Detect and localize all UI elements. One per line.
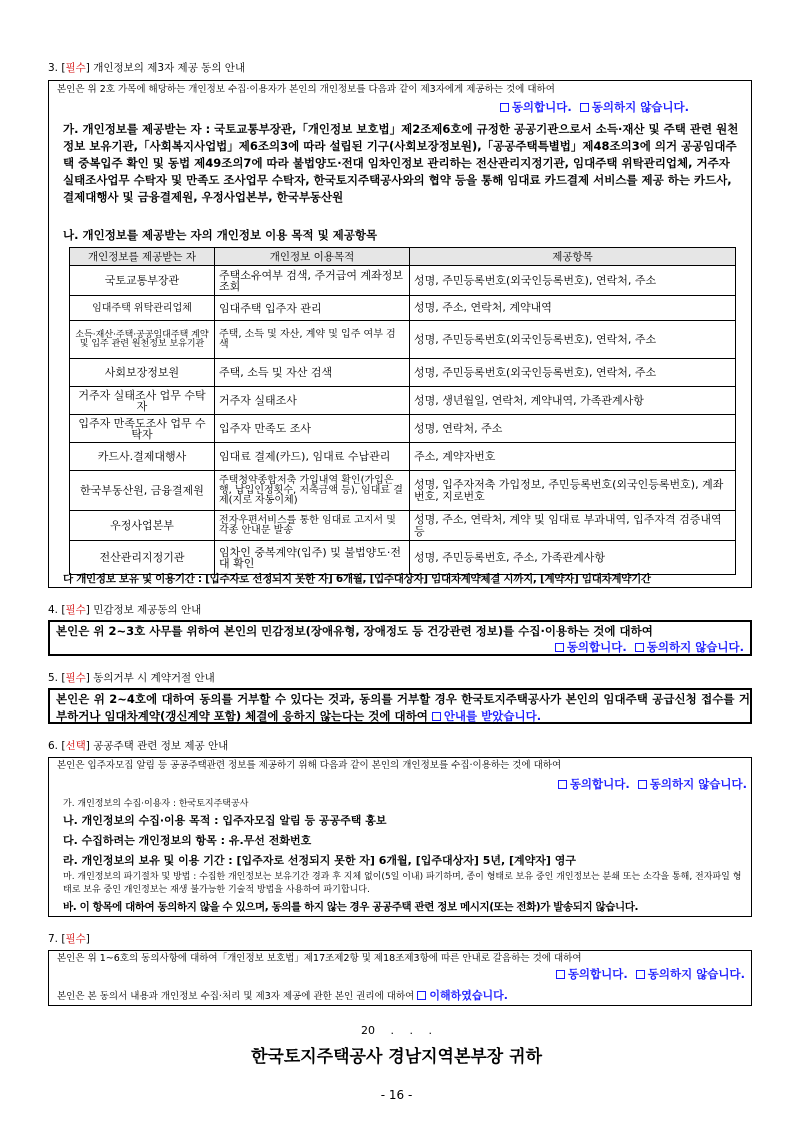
required-tag: 필수 bbox=[65, 604, 86, 616]
section-3-ga: 가. 개인정보를 제공받는 자 : 국토교통부장관,「개인정보 보호법」제2조제6호에 규정한 공공기관으로서 소득·재산 및 주택 관련 원천정보 보유기관,「사회복지사업법」제6조의3에 따라 설립된 기구(사회보장정보원),「공공주택특별법」제48조의3에 의거 공공임대주택 중복입주 확인 및 동법 제49조의7에 따라 불법양도·전대 임차인정보 관리하는 전산관리지정기관, 임대주택 위탁관리업체, 거주자 실태조사업무 수탁자 및 만족도 조사업무 수탁자, 한국토지주택공사와의 협약 등을 통해 임대료 카드결제 서비스를 제공 하는 카드사, 결제대행사 및 금융결제원, 우정사업본부, 한국부동산원 bbox=[63, 122, 739, 204]
section-3-box bbox=[48, 80, 752, 588]
page-number: - 16 - bbox=[380, 1088, 413, 1102]
section-3-na: 나. 개인정보를 제공받는 자의 개인정보 이용 목적 및 제공항목 bbox=[63, 228, 378, 242]
table-header: 개인정보를 제공받는 자 bbox=[70, 248, 215, 266]
table-row bbox=[70, 471, 736, 511]
table-cell: 성명, 연락처, 주소 bbox=[410, 415, 736, 443]
section-4-title: 4. [필수] 민감정보 제공동의 안내 bbox=[48, 604, 202, 616]
section-7-text1: 본인은 위 1~6호의 동의사항에 대하여「개인정보 보호법」제17조제2항 및 제18조제3항에 따른 안내로 갈음하는 것에 대하여 bbox=[57, 953, 582, 964]
section-6-da: 다. 수집하려는 개인정보의 항목 : 유.무선 전화번호 bbox=[63, 834, 312, 847]
section-3-intro: 본인은 위 2호 가목에 해당하는 개인정보 수집·이용자가 본인의 개인정보를 다음과 같이 제3자에게 제공하는 것에 대하여 bbox=[57, 84, 555, 95]
table-cell: 카드사.결제대행사 bbox=[70, 443, 215, 471]
confirm-checkbox[interactable]: 안내를 받았습니다. bbox=[432, 709, 541, 723]
table-row bbox=[70, 266, 736, 296]
table-cell: 한국부동산원, 금융결제원 bbox=[70, 471, 215, 511]
table-cell: 우정사업본부 bbox=[70, 511, 215, 541]
table-cell: 주택, 소득 및 자산 검색 bbox=[215, 359, 410, 387]
agree-checkbox[interactable]: 동의합니다. bbox=[558, 777, 630, 791]
table-row bbox=[70, 321, 736, 359]
table-row bbox=[70, 541, 736, 575]
section-6-box bbox=[48, 757, 752, 917]
table-cell: 주택소유여부 검색, 주거급여 계좌정보조회 bbox=[215, 266, 410, 296]
section-7-title: 7. [필수] bbox=[48, 933, 90, 945]
required-tag: 필수 bbox=[65, 933, 86, 945]
section-6-ga: 가. 개인정보의 수집·이용자 : 한국토지주택공사 bbox=[63, 799, 249, 809]
provision-table bbox=[69, 247, 736, 575]
table-row bbox=[70, 296, 736, 321]
table-cell: 거주자 실태조사 bbox=[215, 387, 410, 415]
section-5-title: 5. [필수] 동의거부 시 계약거절 안내 bbox=[48, 672, 215, 684]
section-5-box bbox=[48, 688, 752, 724]
table-cell: 주택청약종합저축 가입내역 확인(가입은행, 납입인정횟수, 저축금액 등), 임대료 결제(지로 자동이체) bbox=[215, 471, 410, 511]
table-cell: 임대료 결제(카드), 임대료 수납관리 bbox=[215, 443, 410, 471]
section-6-ra: 라. 개인정보의 보유 및 이용 기간 : [입주자로 선정되지 못한 자] 6개월, [입주대상자] 5년, [계약자] 영구 bbox=[63, 854, 577, 867]
table-cell: 임대주택 위탁관리업체 bbox=[70, 296, 215, 321]
table-cell: 성명, 주민등록번호, 주소, 가족관계사항 bbox=[410, 541, 736, 575]
required-tag: 필수 bbox=[65, 62, 86, 74]
section-6-title: 6. [선택] 공공주택 관련 정보 제공 안내 bbox=[48, 740, 229, 752]
table-row bbox=[70, 359, 736, 387]
agree-checkbox[interactable]: 동의합니다. bbox=[500, 100, 572, 114]
table-cell: 성명, 입주자저축 가입정보, 주민등록번호(외국인등록번호), 계좌번호, 지로번호 bbox=[410, 471, 736, 511]
table-cell: 전산관리지정기관 bbox=[70, 541, 215, 575]
section-6-intro: 본인은 입주자모집 알림 등 공공주택관련 정보를 제공하기 위해 다음과 같이 본인의 개인정보를 수집·이용하는 것에 대하여 bbox=[57, 760, 562, 771]
table-cell: 임대주택 입주자 관리 bbox=[215, 296, 410, 321]
table-cell: 주택, 소득 및 자산, 계약 및 입주 여부 검색 bbox=[215, 321, 410, 359]
section-5-text: 본인은 위 2~4호에 대하여 동의를 거부할 수 있다는 것과, 동의를 거부할 경우 한국토지주택공사가 본인의 임대주택 공급신청 접수를 거부하거나 임대차계약(갱신계약 포함) 체결에 응하지 않는다는 것에 대하여 안내를 받았습니다. bbox=[56, 692, 750, 723]
table-cell: 입주자 만족도 조사 bbox=[215, 415, 410, 443]
table-cell: 거주자 실태조사 업무 수탁자 bbox=[70, 387, 215, 415]
table-cell: 임차인 중복계약(입주) 및 불법양도·전대 확인 bbox=[215, 541, 410, 575]
section-7-box bbox=[48, 950, 752, 1006]
agree-checkbox[interactable]: 동의합니다. bbox=[556, 967, 628, 981]
table-header-row bbox=[70, 248, 736, 266]
date-line: 20 . . . bbox=[361, 1024, 432, 1037]
optional-tag: 선택 bbox=[65, 740, 86, 752]
disagree-checkbox[interactable]: 동의하지 않습니다. bbox=[636, 967, 745, 981]
section-3-da: 다 개인정보 보유 및 이용기간 : [입주자로 선정되지 못한 자] 6개월, [입주대상자] 임대차계약체결 시까지, [계약자] 임대차계약기간 bbox=[63, 573, 651, 585]
table-cell: 성명, 주소, 연락처, 계약 및 임대료 부과내역, 입주자격 검증내역 등 bbox=[410, 511, 736, 541]
section-3-title: 3. [필수] 개인정보의 제3자 제공 동의 안내 bbox=[48, 62, 246, 74]
table-cell: 소득·재산·주택·공공임대주택 계약 및 입주 관련 원천정보 보유기관 bbox=[70, 321, 215, 359]
section-4-consent bbox=[555, 639, 744, 655]
table-row bbox=[70, 415, 736, 443]
table-cell: 주소, 계약자번호 bbox=[410, 443, 736, 471]
addressee: 한국토지주택공사 경남지역본부장 귀하 bbox=[250, 1047, 542, 1067]
disagree-checkbox[interactable]: 동의하지 않습니다. bbox=[635, 640, 744, 654]
table-cell: 성명, 주민등록번호(외국인등록번호), 연락처, 주소 bbox=[410, 321, 736, 359]
table-cell: 성명, 생년월일, 연락처, 계약내역, 가족관계사항 bbox=[410, 387, 736, 415]
section-6-na: 나. 개인정보의 수집·이용 목적 : 입주자모집 알림 등 공공주택 홍보 bbox=[63, 814, 387, 827]
disagree-checkbox[interactable]: 동의하지 않습니다. bbox=[638, 777, 747, 791]
table-cell: 성명, 주소, 연락처, 계약내역 bbox=[410, 296, 736, 321]
table-header: 제공항목 bbox=[410, 248, 736, 266]
section-7-consent bbox=[556, 966, 745, 982]
table-row bbox=[70, 511, 736, 541]
table-cell: 사회보장정보원 bbox=[70, 359, 215, 387]
table-cell: 전자우편서비스를 통한 임대료 고지서 및 각종 안내문 발송 bbox=[215, 511, 410, 541]
required-tag: 필수 bbox=[65, 672, 86, 684]
section-6-ba: 바. 이 항목에 대하여 동의하지 않을 수 있으며, 동의를 하지 않는 경우 공공주택 관련 정보 메시지(또는 전화)가 발송되지 않습니다. bbox=[63, 901, 639, 913]
table-row bbox=[70, 387, 736, 415]
section-6-ma: 마. 개인정보의 파기절차 및 방법 : 수집한 개인정보는 보유기간 경과 후 지체 없이(5일 이내) 파기하며, 종이 형태로 보유 중인 개인정보는 분쇄 또는 소각을 통해, 전자파일 형태로 보유 중인 개인정보는 재생 불가능한 기술적 방법을 사용하여 파기합니다. bbox=[63, 872, 742, 895]
table-cell: 입주자 만족도조사 업무 수탁자 bbox=[70, 415, 215, 443]
disagree-checkbox[interactable]: 동의하지 않습니다. bbox=[580, 100, 689, 114]
section-6-consent bbox=[558, 776, 747, 792]
section-7-text2: 본인은 본 동의서 내용과 개인정보 수집·처리 및 제3자 제공에 관한 본인 권리에 대하여 이해하였습니다. bbox=[57, 989, 508, 1002]
table-cell: 성명, 주민등록번호(외국인등록번호), 연락처, 주소 bbox=[410, 266, 736, 296]
agree-checkbox[interactable]: 동의합니다. bbox=[555, 640, 627, 654]
table-header: 개인정보 이용목적 bbox=[215, 248, 410, 266]
table-cell: 성명, 주민등록번호(외국인등록번호), 연락처, 주소 bbox=[410, 359, 736, 387]
section-3-consent bbox=[500, 99, 689, 115]
understood-checkbox[interactable]: 이해하였습니다. bbox=[417, 989, 508, 1002]
section-4-text: 본인은 위 2~3호 사무를 위하여 본인의 민감정보(장애유형, 장애정도 등 건강관련 정보)를 수집·이용하는 것에 대하여 bbox=[56, 624, 653, 638]
table-cell: 국토교통부장관 bbox=[70, 266, 215, 296]
table-row bbox=[70, 443, 736, 471]
section-4-box bbox=[48, 620, 752, 656]
